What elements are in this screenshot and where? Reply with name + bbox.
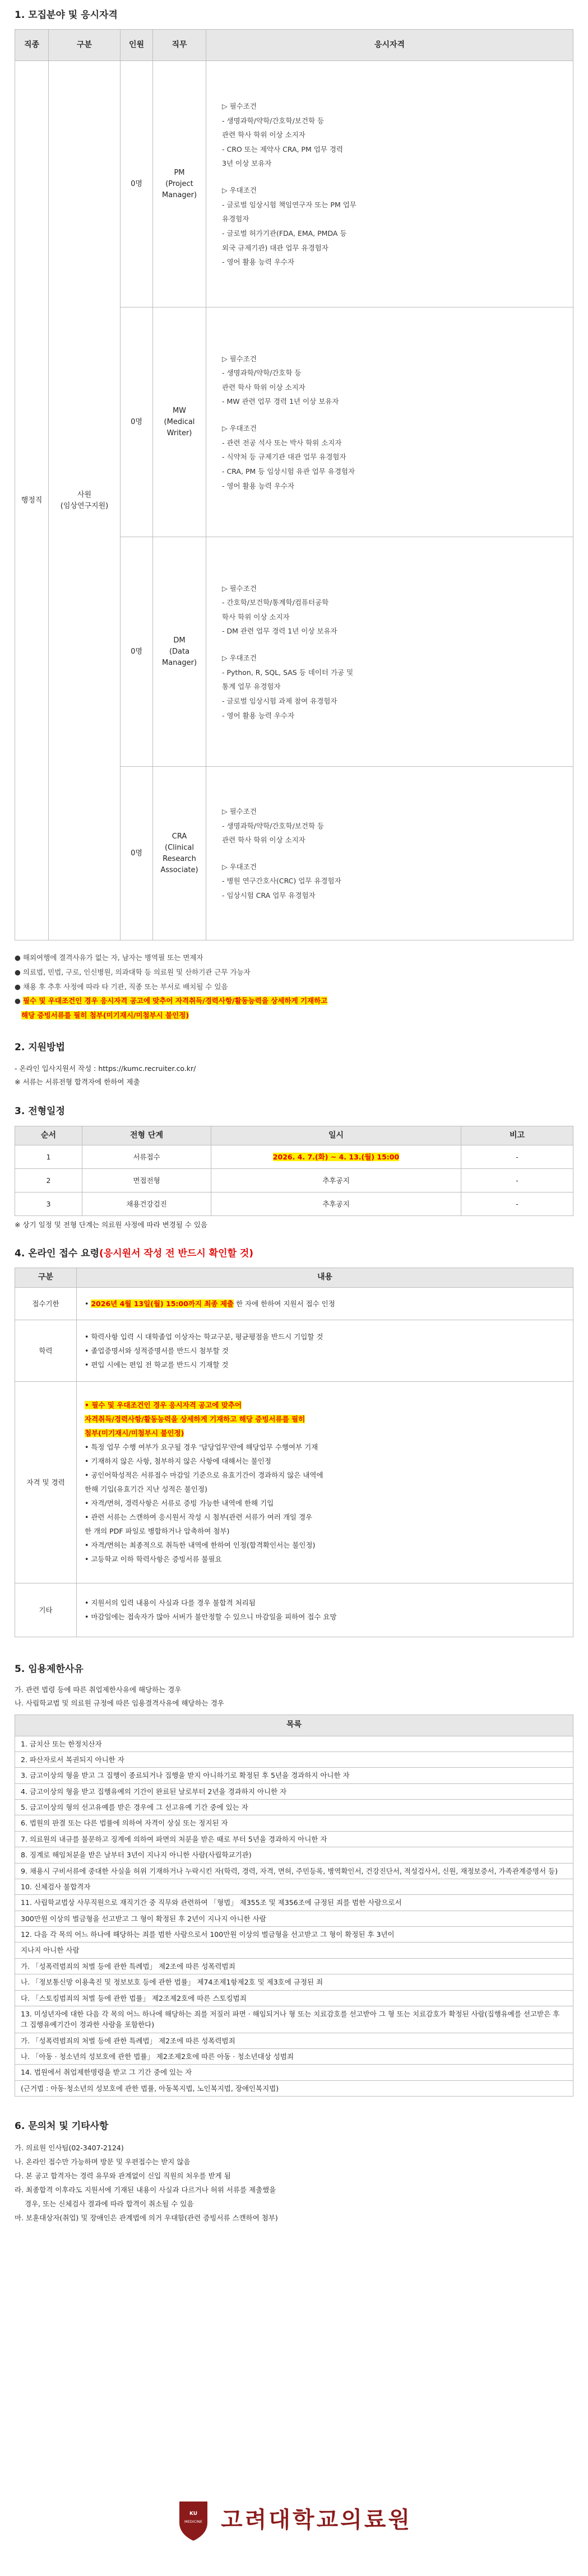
- table-row: [15, 1768, 573, 1783]
- list-item: 2. 파산자로서 복권되지 아니한 자: [15, 1752, 573, 1767]
- header-count: 인원: [121, 30, 153, 61]
- table-row: [15, 1831, 573, 1847]
- restriction-intro-2: 나. 사립학교법 및 의료원 규정에 따른 임용결격사유에 해당하는 경우: [15, 1698, 224, 1707]
- list-item: 마. 보훈대상자(취업) 및 장애인은 관계법에 의거 우대함(관련 증빙서류 스캔하여 첨부): [15, 2213, 278, 2222]
- section-1-title: 1. 모집분야 및 응시자격: [15, 10, 118, 21]
- list-item: 나. 온라인 접수만 가능하며 방문 및 우편접수는 받지 않음: [15, 2157, 191, 2166]
- list-item: 나. 「아동 · 청소년의 성보호에 관한 법률」 제2조제2호에 따른 아동 · 청소년대상 성범죄: [15, 2049, 573, 2065]
- list-item: ● 채용 후 추후 사정에 따라 타 기관, 직종 또는 부서로 배치될 수 있음: [15, 982, 228, 991]
- header-order: 순서: [15, 1126, 82, 1145]
- list-item: 7. 의료원의 내규를 불문하고 징계에 의하여 파면의 처분을 받은 때로 부터 5년을 경과하지 아니한 자: [15, 1831, 573, 1847]
- role-cell: DM (Data Manager): [153, 537, 206, 767]
- logo-text: 고려대학교의료원: [220, 2507, 413, 2533]
- list-item: ● 필수 및 우대조건인 경우 응시자격 공고에 맞추어 자격취득/경력사항/활동능력을 상세하게 기재하고: [15, 996, 328, 1005]
- table-row: [15, 2049, 573, 2065]
- table-row: [15, 1752, 573, 1767]
- count-cell: 0명: [121, 308, 153, 537]
- table-row: [15, 2065, 573, 2080]
- count-cell: 0명: [121, 537, 153, 767]
- list-item: 가. 「성폭력범죄의 처벌 등에 관한 특례법」 제2조에 따른 성폭력범죄: [15, 2033, 573, 2048]
- positions-table: [15, 29, 573, 940]
- header-category: 구분: [49, 30, 121, 61]
- schedule-footnote: ※ 상기 일정 및 전형 단계는 의료원 사정에 따라 변경될 수 있음: [15, 1221, 207, 1229]
- header-date: 일시: [211, 1126, 461, 1145]
- list-item: 4. 금고이상의 형을 받고 집행유예의 기간이 완료된 날로부터 2년을 경과하지 아니한 자: [15, 1783, 573, 1799]
- section-1-notes: [15, 951, 573, 1022]
- table-row: [15, 1895, 573, 1911]
- header-content: 내용: [77, 1268, 573, 1288]
- table-row: [15, 1879, 573, 1894]
- table-row: [15, 1815, 573, 1831]
- list-item: 12. 다음 각 목의 어느 하나에 해당하는 죄를 범한 사람으로서 100만원 이상의 벌금형을 선고받고 그 형이 확정된 후 3년이: [15, 1927, 573, 1943]
- section-6-title: 6. 문의처 및 기타사항: [15, 2121, 109, 2132]
- list-item: 지나지 아니한 사람: [15, 1943, 573, 1958]
- svg-text:KU: KU: [189, 2511, 197, 2517]
- table-row: [15, 1911, 573, 1926]
- list-item: 경우, 또는 신체검사 결과에 따라 합격이 취소될 수 있음: [25, 2199, 194, 2208]
- section-4-title: 4. 온라인 접수 요령(응시원서 작성 전 반드시 확인할 것): [15, 1247, 254, 1259]
- restriction-table: [15, 1715, 573, 2097]
- table-row: 2 면접전형 추후공지 -: [15, 1169, 573, 1192]
- header-list: 목록: [15, 1715, 573, 1736]
- list-item: 9. 채용시 구비서류에 중대한 사실을 허위 기재하거나 누락시킨 자(학력, 경력, 자격, 면허, 주민등록, 병역확인서, 건강진단서, 적성검사서, 신원, 재정보증서, 가족관계증명서 등): [15, 1863, 573, 1879]
- list-item: 5. 금고이상의 형의 선고유예를 받은 경우에 그 선고유예 기간 중에 있는 자: [15, 1800, 573, 1815]
- list-item: 14. 법원에서 취업제한명령을 받고 그 기간 중에 있는 자: [15, 2065, 573, 2080]
- header-role: 직무: [153, 30, 206, 61]
- list-item: 가. 「성폭력범죄의 처벌 등에 관한 특례법」 제2조에 따른 성폭력범죄: [15, 1958, 573, 1974]
- list-item: (근거법 : 아동·청소년의 성보호에 관한 법률, 아동복지법, 노인복지법, 장애인복지법): [15, 2080, 573, 2096]
- list-item: 300만원 이상의 벌금형을 선고받고 그 형이 확정된 후 2년이 지나지 아니한 사람: [15, 1911, 573, 1926]
- table-row: [15, 1927, 573, 1943]
- table-row: 자격 및 경력 • 필수 및 우대조건인 경우 응시자격 공고에 맞추어 자격취득/경력사항/활동능력을 상세하게 기재하고 해당 증빙서류를 필히 첨부(미기재시/미첨부시 불인정) • 특정 업무 수행 여부가 요구될 경우 '담당업무'란에 해당업무 수행여부 기재 • 기재하지 않은 사항, 첨부하지 않은 사항에 대해서는 불인정 • 공인어학성적은 서류접수 마감일 기준으로 유효기간이 경과하지 않은 내역에 한해 기입(유효기간 지난 성적은 불인정) • 자격/면허, 경력사항은 서류로 증빙 가능한 내역에 한해 기입 • 관련 서류는 스캔하여 응시원서 작성 시 첨부(관련 서류가 여러 개일 경우 한 개의 PDF 파일로 병합하거나 압축하여 첨부) • 자격/면허는 최종적으로 취득한 내역에 한하여 인정(합격확인서는 불인정) • 고등학교 이하 학력사항은 증빙서류 불필요: [15, 1381, 573, 1583]
- section-3-title: 3. 전형일정: [15, 1106, 65, 1117]
- list-item: 11. 사립학교법상 사무직원으로 재직기간 중 직무와 관련하여 「형법」 제355조 및 제356조에 규정된 죄를 범한 사람으로서: [15, 1895, 573, 1911]
- online-guide-table: [15, 1268, 573, 1637]
- list-item: ● 의료법, 민법, 구로, 인신병원, 의과대학 등 의료원 및 산하기관 근무 가능자: [15, 967, 251, 976]
- role-cell: CRA (Clinical Research Associate): [153, 767, 206, 940]
- list-item: 10. 신체검사 불합격자: [15, 1879, 573, 1894]
- table-row: [15, 1990, 573, 2006]
- section-2-title: 2. 지원방법: [15, 1042, 65, 1054]
- qualification-cell: ▷ 필수조건 - 생명과학/약학/간호학 등 관련 학사 학위 이상 소지자 - MW 관련 업무 경력 1년 이상 보유자 ▷ 우대조건 - 관련 전공 석사 또는 박사 학위 소지자 - 식약처 등 규제기관 대관 업무 유경험자 - CRA, PM 등 임상시험 유관 업무 유경험자 - 영어 활용 능력 우수자: [206, 308, 573, 537]
- ku-medicine-emblem-icon: [176, 2498, 211, 2542]
- qualification-cell: ▷ 필수조건 - 간호학/보건학/통계학/컴퓨터공학 학사 학위 이상 소지자 - DM 관련 업무 경력 1년 이상 보유자 ▷ 우대조건 - Python, R, SQL, SAS 등 데이터 가공 및 통계 업무 유경험자 - 글로벌 임상시험 과제 참여 유경험자 - 영어 활용 능력 우수자: [206, 537, 573, 767]
- table-row: [15, 1958, 573, 1974]
- list-item: 3. 금고이상의 형을 받고 그 집행이 종료되거나 집행을 받지 아니하기로 확정된 후 5년을 경과하지 아니한 자: [15, 1768, 573, 1783]
- list-item: 다. 「스토킹범죄의 처벌 등에 관한 법률」 제2조제2호에 따른 스토킹범죄: [15, 1990, 573, 2006]
- svg-text:MEDICINE: MEDICINE: [184, 2519, 202, 2524]
- qualification-cell: ▷ 필수조건 - 생명과학/약학/간호학/보건학 등 관련 학사 학위 이상 소지자 ▷ 우대조건 - 병원 연구간호사(CRC) 업무 유경험자 - 임상시험 CRA 업무 유경험자: [206, 767, 573, 940]
- category-cell: 사원 (임상연구지원): [49, 61, 121, 940]
- list-item: ● 해외여행에 결격사유가 없는 자, 남자는 병역필 또는 면제자: [15, 953, 203, 962]
- list-item: 8. 징계로 해임처분을 받은 날부터 3년이 지나지 아니한 사람(사립학교기관): [15, 1847, 573, 1863]
- list-item: 1. 금치산 또는 한정치산자: [15, 1736, 573, 1752]
- header-stage: 전형 단계: [82, 1126, 211, 1145]
- count-cell: 0명: [121, 61, 153, 308]
- table-row: [15, 1943, 573, 1958]
- list-item: 라. 최종합격 이후라도 지원서에 기재된 내용이 사실과 다르거나 허위 서류를 제출했을: [15, 2185, 276, 2194]
- job-type-cell: 행정직: [15, 61, 49, 940]
- restriction-intro-1: 가. 관련 법령 등에 따른 취업제한사유에 해당하는 경우: [15, 1685, 182, 1694]
- table-row: 3 채용건강검진 추후공지 -: [15, 1192, 573, 1216]
- table-row: [15, 1783, 573, 1799]
- header-job-type: 직종: [15, 30, 49, 61]
- table-row: [15, 2006, 573, 2033]
- table-row: [15, 1800, 573, 1815]
- header-qualification: 응시자격: [206, 30, 573, 61]
- contact-list: [15, 2141, 573, 2225]
- table-row: [15, 1863, 573, 1879]
- apply-note: ※ 서류는 서류전형 합격자에 한하여 제출: [15, 1077, 140, 1086]
- count-cell: 0명: [121, 767, 153, 940]
- table-row: 접수기한 • 2026년 4월 13일(월) 15:00까지 최종 제출 한 자에 한하여 지원서 접수 인정: [15, 1287, 573, 1320]
- table-row: 기타 • 지원서의 입력 내용이 사실과 다를 경우 불합격 처리됨 • 마감일에는 접속자가 많아 서버가 불안정할 수 있으니 마감일을 피하여 접수 요망: [15, 1583, 573, 1637]
- list-item: 가. 의료원 인사팀(02-3407-2124): [15, 2143, 124, 2152]
- table-row: [15, 1736, 573, 1752]
- section-5-title: 5. 임용제한사유: [15, 1663, 84, 1675]
- header-note: 비고: [461, 1126, 573, 1145]
- schedule-table: [15, 1126, 573, 1217]
- qualification-cell: ▷ 필수조건 - 생명과학/약학/간호학/보건학 등 관련 학사 학위 이상 소지자 - CRO 또는 제약사 CRA, PM 업무 경력 3년 이상 보유자 ▷ 우대조건 - 글로벌 임상시험 책임연구자 또는 PM 업무 유경험자 - 글로벌 허가기관(FDA, EMA, PMDA 등 외국 규제기관) 대관 업무 유경험자 - 영어 활용 능력 우수자: [206, 61, 573, 308]
- list-item: 13. 미성년자에 대한 다음 각 목의 어느 하나에 해당하는 죄를 저질러 파면 · 해임되거나 형 또는 치료감호를 선고받아 그 형 또는 치료감호가 확정된 사람(집행유예를 선고받은 후 그 집행유예기간이 경과한 사람을 포함한다): [15, 2006, 573, 2033]
- table-row: [15, 2033, 573, 2048]
- role-cell: PM (Project Manager): [153, 61, 206, 308]
- table-row: [15, 1847, 573, 1863]
- role-cell: MW (Medical Writer): [153, 308, 206, 537]
- footer-logo: [0, 2498, 588, 2546]
- apply-url[interactable]: - 온라인 입사지원서 작성 : https://kumc.recruiter.co.kr/: [15, 1064, 196, 1073]
- table-row: [15, 61, 573, 308]
- table-row: 1 서류접수 2026. 4. 7.(화) ~ 4. 13.(월) 15:00 -: [15, 1145, 573, 1169]
- table-row: [15, 2080, 573, 2096]
- table-row: [15, 1974, 573, 1990]
- header-division: 구분: [15, 1268, 77, 1288]
- list-item: 해당 증빙서류를 필히 첨부(미기재시/미첨부시 불인정): [21, 1010, 189, 1019]
- table-row: 학력 • 학력사항 입력 시 대학졸업 이상자는 학교구분, 평균평점을 반드시 기입할 것 • 졸업증명서와 성적증명서를 반드시 첨부할 것 • 편입 시에는 편입 전 학교를 반드시 기재할 것: [15, 1320, 573, 1381]
- list-item: 나. 「정보통신망 이용촉진 및 정보보호 등에 관한 법률」 제74조제1항제2호 및 제3호에 규정된 죄: [15, 1974, 573, 1990]
- list-item: 6. 법원의 판결 또는 다른 법률에 의하여 자격이 상실 또는 정지된 자: [15, 1815, 573, 1831]
- list-item: 다. 본 공고 합격자는 경력 유무와 관계없이 신입 직원의 처우를 받게 됨: [15, 2171, 231, 2180]
